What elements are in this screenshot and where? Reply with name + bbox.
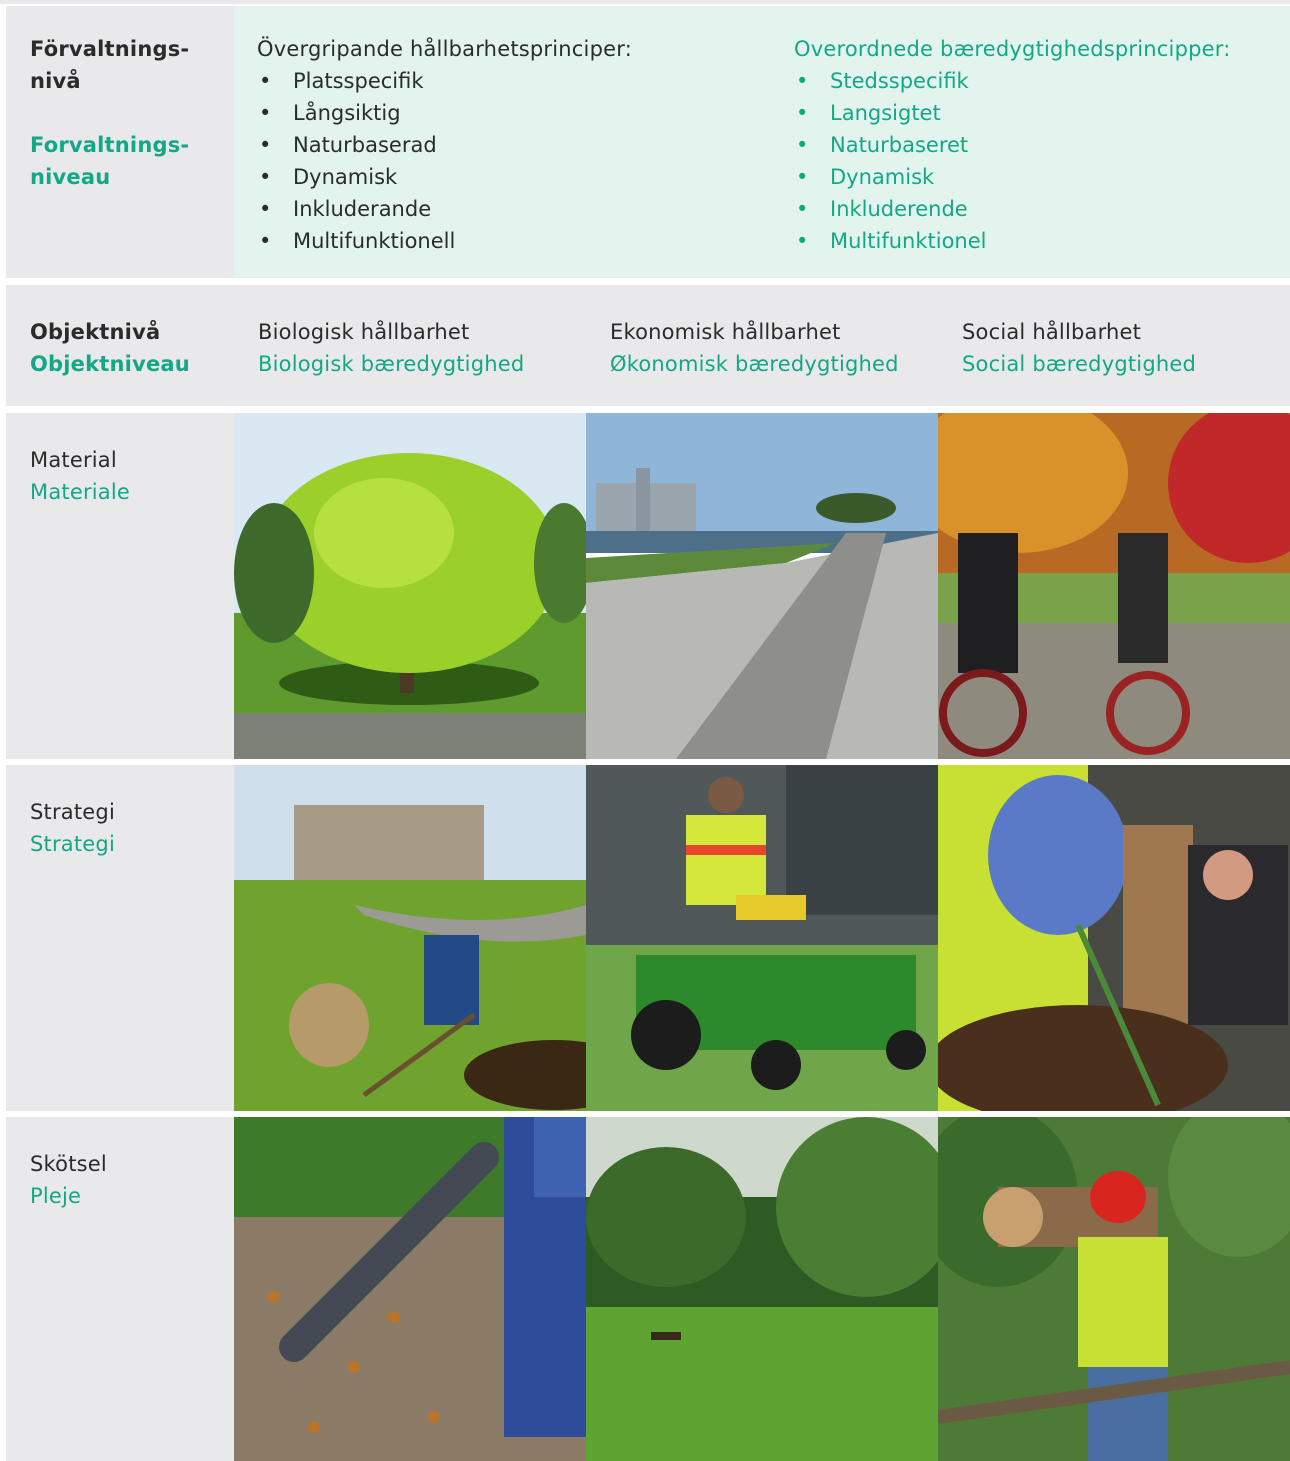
principle-da-item: • Inkluderende (794, 193, 1284, 225)
principle-da-item: • Multifunktionel (794, 225, 1284, 257)
row-label-material (6, 413, 234, 759)
object-label-sv: Objektnivå (30, 320, 161, 344)
column-header-da: Biologisk bæredygtighed (258, 352, 525, 376)
principles-da (794, 33, 1284, 257)
principle-da-item: • Langsigtet (794, 97, 1284, 129)
row-label-da: Strategi (30, 832, 115, 856)
photo-community-planting (938, 765, 1290, 1111)
column-header-social (962, 316, 1196, 380)
principles-cell (234, 6, 1290, 278)
column-header-da: Økonomisk bæredygtighed (610, 352, 899, 376)
principle-da-item: • Naturbaseret (794, 129, 1284, 161)
principle-da-item: • Stedsspecifik (794, 65, 1284, 97)
row-label-da: Materiale (30, 480, 131, 504)
principle-sv-item: • Inkluderande (257, 193, 777, 225)
photo-cyclists-park (938, 413, 1290, 759)
principle-da-item: • Dynamisk (794, 161, 1284, 193)
column-header-economic (610, 316, 899, 380)
principle-sv-item: • Platsspecifik (257, 65, 777, 97)
management-label-sv: Förvaltnings- nivå (30, 37, 190, 93)
principle-sv-item: • Naturbaserad (257, 129, 777, 161)
column-header-sv: Ekonomisk hållbarhet (610, 320, 841, 344)
row-label-sv: Strategi (30, 800, 115, 824)
column-header-sv: Biologisk hållbarhet (258, 320, 470, 344)
column-header-biological (258, 316, 524, 380)
photo-arborist-log (938, 1117, 1290, 1461)
principle-sv-item: • Multifunktionell (257, 225, 777, 257)
principles-sv (257, 33, 777, 257)
row-label-sv: Material (30, 448, 117, 472)
principles-sv-heading: Övergripande hållbarhetsprinciper: (257, 37, 632, 61)
row-label-strategy (6, 765, 234, 1111)
management-label-da: Forvaltnings- niveau (30, 133, 190, 189)
principle-sv-item: • Långsiktig (257, 97, 777, 129)
management-label-cell (6, 6, 234, 278)
row-label-maintenance (6, 1117, 234, 1461)
photo-park-lawn (586, 1117, 938, 1461)
principles-sv-list (257, 65, 777, 257)
top-divider (0, 0, 1290, 4)
object-label-da: Objektniveau (30, 352, 190, 376)
photo-ride-on-mower (586, 765, 938, 1111)
row-label-da: Pleje (30, 1184, 82, 1208)
photo-single-tree (234, 413, 586, 759)
photo-waterfront-promenade (586, 413, 938, 759)
principles-da-heading: Overordnede bæredygtighedsprincipper: (794, 37, 1231, 61)
column-header-da: Social bæredygtighed (962, 352, 1197, 376)
principles-da-list (794, 65, 1284, 257)
row-label-sv: Skötsel (30, 1152, 107, 1176)
principle-sv-item: • Dynamisk (257, 161, 777, 193)
photo-leaf-blower (234, 1117, 586, 1461)
object-label (30, 316, 190, 380)
photo-tree-planting (234, 765, 586, 1111)
object-level-row (6, 285, 1290, 406)
column-header-sv: Social hållbarhet (962, 320, 1142, 344)
